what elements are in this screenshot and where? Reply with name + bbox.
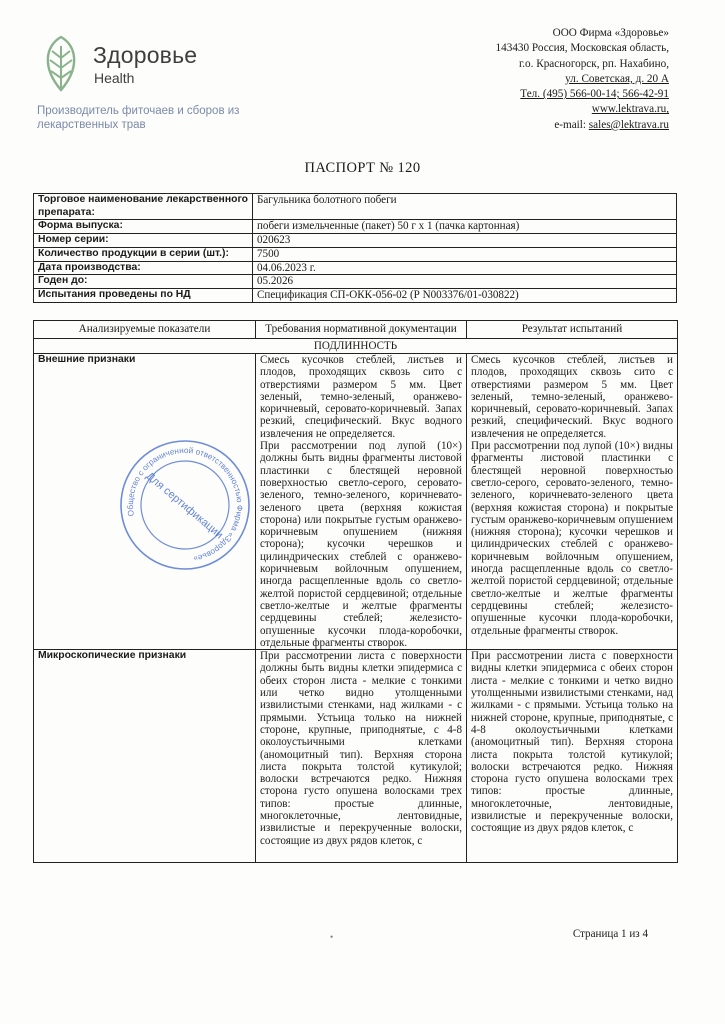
page-number: Страница 1 из 4 (572, 928, 648, 940)
section-title: ПОДЛИННОСТЬ (34, 339, 678, 354)
info-value: 05.2026 (253, 275, 677, 289)
section-row (34, 339, 678, 354)
company-logo (35, 34, 235, 94)
requirement-cell (256, 354, 467, 650)
column-header: Результат испытаний (467, 321, 678, 339)
requirement-text: При рассмотрении под лупой (10×) должны быть видны фрагменты листовой пластинки с блестящей неровной поверхностью светло-серого, серовато-зеленого, темно-зеленого, коричневато-зеленого цвета (верхняя кожистая сторона) или покрытые густым оранжево-коричневым опушением (нижняя сторона); кусочки черешков и цилиндрических стеблей с оранжево-коричневым войлочным опушением, иногда расщепленные вдоль со светло-желтой пористой сердцевиной; отдельные светло-желтые и желтые фрагменты сердцевины стеблей; железисто-опушенные кусочки плода-коробочки, отдельные фрагменты створок. (260, 440, 462, 649)
leaf-logo-icon (35, 34, 87, 94)
brand-subtitle: Health (94, 70, 135, 86)
indicator-name: Внешние признаки (34, 354, 256, 650)
stamp-center-text: Для сертификации (143, 470, 226, 542)
company-line: 143430 Россия, Московская область, (495, 42, 669, 55)
brand-name: Здоровье (93, 42, 198, 68)
table-row (34, 275, 677, 289)
result-text: При рассмотрении листа с поверхности видны клетки эпидермиса с обеих сторон листа - мелкие с тонкими и четко видно утолщенными извилистыми стенками, над жилками - с прямыми. Устьица только на нижней стороне, крупные, приподнятые, с 4-8 околоустьичными клетками (аномоцитный тип). Верхняя сторона листа покрыта толстой кутикулой; волоски встречаются редко. Нижняя сторона густо опушена волосками трех типов: простые длинные, многоклеточные, лентовидные, извилистые и перекрученные волоски, состоящие из двух рядов клеток, с (471, 650, 673, 835)
result-cell (467, 650, 678, 863)
company-tagline: Производитель фиточаев и сборов из лекарственных трав (37, 105, 240, 131)
table-row (34, 288, 677, 302)
table-row (34, 261, 677, 275)
result-text: Смесь кусочков стеблей, листьев и плодов, проходящих сквозь сито с отверстиями размером 5 мм. Цвет зеленый, темно-зеленый, оранжево-коричневый, серовато-коричневый. Запах резкий, специфический. Вкус водного извлечения не определяется. (471, 354, 673, 440)
table-row (34, 234, 677, 248)
column-header: Требования нормативной документации (256, 321, 467, 339)
requirement-text: При рассмотрении листа с поверхности должны быть видны клетки эпидермиса с обеих сторон листа - мелкие с тонкими или четко видно утолщенными извилистыми стенками, над жилками - с прямыми. Устьица только на нижней стороне, крупные, приподнятые, с 4-8 околоустьичными клетками (аномоцитный тип). Верхняя сторона листа покрыта толстой кутикулой; волоски встречаются редко. Нижняя сторона густо опушена волосками трех типов: простые длинные, многоклеточные, лентовидные, извилистые и перекрученные волоски, состоящие из двух рядов клеток, с (260, 650, 462, 847)
email-label: e-mail: (554, 118, 586, 131)
info-label: Дата производства: (34, 261, 253, 275)
stamp-ring-text: Общество с ограниченной ответственностью Фирма «Здоровье» (125, 445, 245, 564)
table-row (34, 247, 677, 261)
table-row (34, 650, 678, 863)
certification-stamp (106, 426, 265, 585)
product-info-table (33, 193, 677, 303)
email-link[interactable]: sales@lektrava.ru (588, 118, 669, 131)
company-line: Тел. (495) 566-00-14; 566-42-91 (520, 88, 669, 101)
info-label: Форма выпуска: (34, 220, 253, 234)
info-value: 04.06.2023 г. (253, 261, 677, 275)
company-line: ул. Советская, д. 20 А (565, 72, 669, 85)
info-label: Номер серии: (34, 234, 253, 248)
result-text: При рассмотрении под лупой (10×) видны фрагменты листовой пластинки с блестящей неровной поверхностью светло-серого, серовато-зеленого, темно-зеленого, коричневато-зеленого цвета (верхняя кожистая сторона) и покрытые густым оранжево-коричневым опушением (нижняя сторона); кусочки черешков и цилиндрических стеблей с оранжево-коричневым войлочным опушением, иногда расщепленные вдоль со светло-желтой пористой сердцевиной; отдельные светло-желтые и желтые фрагменты сердцевины стеблей; железисто-опушенные кусочки плода-коробочки, отдельные фрагменты створок. (471, 440, 673, 637)
info-label: Годен до: (34, 275, 253, 289)
document-title: ПАСПОРТ № 120 (304, 160, 421, 176)
column-header: Анализируемые показатели (34, 321, 256, 339)
website-link[interactable]: www.lektrava.ru, (591, 103, 669, 116)
company-line: г.о. Красногорск, рп. Нахабино, (518, 57, 669, 70)
table-header-row (34, 321, 678, 339)
info-label: Торговое наименование лекарственного препарата: (34, 194, 253, 220)
info-value: Багульника болотного побеги (253, 194, 677, 220)
info-value: 7500 (253, 247, 677, 261)
info-value: побеги измельченные (пакет) 50 г х 1 (пачка картонная) (253, 220, 677, 234)
company-line: ООО Фирма «Здоровье» (552, 27, 669, 39)
info-value: 020623 (253, 234, 677, 248)
requirement-text: Смесь кусочков стеблей, листьев и плодов, проходящих сквозь сито с отверстиями размером 5 мм. Цвет зеленый, темно-зеленый, оранжево-коричневый, серовато-коричневый. Запах резкий, специфический. Вкус водного извлечения не определяется. (260, 354, 462, 440)
indicator-name: Микроскопические признаки (34, 650, 256, 863)
result-cell (467, 354, 678, 650)
info-label: Испытания проведены по НД (34, 288, 253, 302)
scan-mark: • (330, 932, 334, 942)
table-row (34, 194, 677, 220)
info-label: Количество продукции в серии (шт.): (34, 247, 253, 261)
info-value: Спецификация СП-ОКК-056-02 (Р N003376/01-030822) (253, 288, 677, 302)
company-details (496, 26, 669, 133)
test-results-table (33, 320, 678, 863)
requirement-cell (256, 650, 467, 863)
table-row (34, 220, 677, 234)
stamp-seal-icon (106, 426, 265, 585)
email-line (496, 118, 669, 133)
